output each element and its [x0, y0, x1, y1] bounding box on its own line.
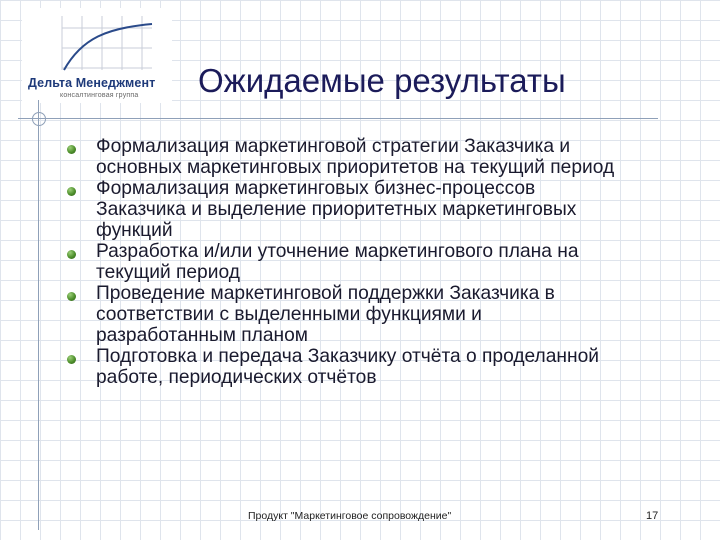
list-item-text: Разработка и/или уточнение маркетингового плана на текущий период [96, 241, 579, 283]
list-item [66, 241, 626, 283]
list-item-text: Формализация маркетинговой стратегии Заказчика и основных маркетинговых приоритетов на текущий период [96, 136, 615, 178]
page-number: 17 [646, 510, 659, 522]
list-item-text: Подготовка и передача Заказчику отчёта о проделанной работе, периодических отчётов [96, 346, 600, 388]
divider-vertical [38, 100, 39, 530]
list-item [66, 283, 626, 346]
logo-name: Дельта Менеджмент [28, 76, 156, 90]
list-item-text: Формализация маркетинговых бизнес-процессов Заказчика и выделение приоритетных маркетинговых функций [96, 178, 577, 241]
list-item [66, 346, 626, 388]
divider-horizontal [18, 118, 658, 119]
company-logo [22, 8, 172, 103]
list-item [66, 136, 626, 178]
bullet-icon [67, 187, 76, 196]
list-item [66, 178, 626, 241]
crosshair-circle-icon [32, 112, 46, 126]
bullet-icon [67, 292, 76, 301]
bullet-icon [67, 250, 76, 259]
logo-tagline: консалтинговая группа [60, 92, 139, 99]
list-item-text: Проведение маркетинговой поддержки Заказчика в соответствии с выделенными функциями и разработанным планом [96, 283, 555, 346]
footer-product: Продукт "Маркетинговое сопровождение" [248, 510, 452, 522]
bullet-icon [67, 145, 76, 154]
slide-title: Ожидаемые результаты [198, 62, 566, 99]
bullet-icon [67, 355, 76, 364]
results-list [66, 136, 626, 388]
